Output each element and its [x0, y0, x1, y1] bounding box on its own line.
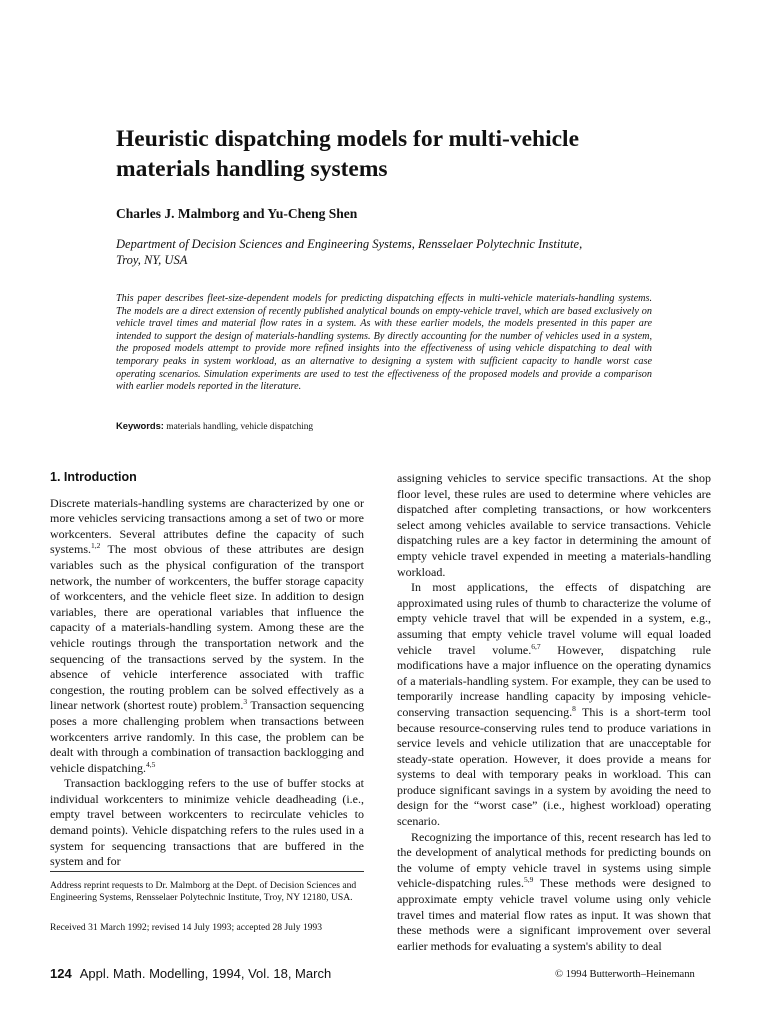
citation-ref: 8 — [572, 703, 576, 713]
left-column — [50, 470, 364, 870]
affiliation-line-2: Troy, NY, USA — [116, 253, 188, 267]
citation-ref: 3 — [243, 697, 248, 707]
intro-p4-text-a: In most applications, the effects of dispatching are approximated using rules of thumb to characterize the volume of empty vehicle travel that will be expended in a system, e.g., assuming that empty vehicle travel volume will equal loaded vehicle travel volume. — [397, 580, 711, 657]
citation-ref: 6,7 — [531, 641, 541, 651]
right-column — [397, 471, 711, 954]
keywords-list: materials handling, vehicle dispatching — [166, 422, 314, 432]
intro-p5-text-b: These methods were designed to approximate empty vehicle travel volume using only vehicle travel times and material flow rates as input. It was shown that these methods were a significant improvement over several earlier methods for evaluating a system's ability to deal — [397, 876, 712, 953]
citation-ref: 1,2 — [91, 541, 101, 551]
intro-p4-text-b: However, dispatching rule modifications have a major influence on the operating dynamics of a materials-handling system. For example, they can be used to temporarily increase handling capacity by imposing vehicle-conserving transaction sequencing. — [397, 642, 711, 719]
intro-p4-text-c: This is a short-term tool because resource-conserving rules tend to produce variations in service levels and vehicle utilization that are unacceptable for steady-state operation. However, it does provide a means for systems to deal with temporary peaks in workload. This can produce significant savings in a system by avoiding the need to design for the “worst case” (i.e., highest workload) operating scenario. — [397, 704, 712, 829]
title-line-1: Heuristic dispatching models for multi-vehicle — [116, 126, 580, 152]
affiliation — [116, 236, 676, 268]
intro-paragraph-4 — [397, 580, 711, 830]
paper-title — [116, 124, 676, 184]
intro-paragraph-5 — [397, 830, 711, 955]
author-list: Charles J. Malmborg and Yu-Cheng Shen — [116, 206, 358, 221]
page-number: 124 — [50, 966, 72, 981]
page-footer-journal — [50, 966, 331, 981]
intro-paragraph-1 — [50, 496, 364, 777]
keywords — [116, 420, 656, 432]
intro-p1-text-b: The most obvious of these attributes are design variables such as the physical configuration of the transport network, the number of workcenters, the buffer storage capacity of workcenters, and the vehicle fleet size. In addition to design variables, there are operational variables that influence the capacity of a materials-handling system. Among these are the vehicle routings through the transportation network and the sequencing of the transactions served by the system. In the absence of vehicle interference associated with traffic congestion, the routing problem can be solved effectively as a linear network (shortest route) problem. — [50, 542, 364, 713]
section-heading-introduction: 1. Introduction — [50, 470, 137, 484]
footnote-received-dates: Received 31 March 1992; revised 14 July 1993; accepted 28 July 1993 — [50, 922, 323, 933]
footnote-address: Address reprint requests to Dr. Malmborg at the Dept. of Decision Sciences and Engineering Systems, Rensselaer Polytechnic Institute, Troy, NY 12180, USA. — [50, 880, 357, 903]
citation-ref: 4,5 — [145, 759, 156, 769]
intro-p5-text-a: Recognizing the importance of this, recent research has led to the development of analytical methods for predicting bounds on the volume of empty vehicle travel in systems using simple vehicle-dispatching rules. — [397, 829, 711, 891]
intro-p1-text-c: Transaction sequencing poses a more challenging problem when transactions between workcenters arrive randomly. In this case, the problem can be dealt with through a combination of transaction backlogging and vehicle dispatching. — [50, 698, 364, 775]
intro-p1-text-a: Discrete materials-handling systems are characterized by one or more vehicles servicing transactions among a set of two or more workcenters. Several attributes define the capacity of such systems. — [50, 495, 364, 557]
affiliation-line-1: Department of Decision Sciences and Engineering Systems, Rensselaer Polytechnic Institute, — [116, 237, 583, 251]
journal-citation: Appl. Math. Modelling, 1994, Vol. 18, March — [79, 966, 332, 981]
intro-paragraph-3: assigning vehicles to service specific transactions. At the shop floor level, these rules are used to determine where vehicles are dispatched after completing transactions, or how workcenters select among vehicles available to service transactions. Vehicle dispatching rules are a key factor in determining the amount of empty vehicle travel expended in meeting a materials-handling workload. — [397, 471, 711, 579]
intro-paragraph-2: Transaction backlogging refers to the use of buffer stocks at individual workcenters to minimize vehicle deadheading (i.e., empty travel between workcenters to recirculate vehicles to demand points). Vehicle dispatching refers to the rules used in a system for sequencing transactions that are buffered in the system and for — [50, 776, 364, 869]
copyright-notice: © 1994 Butterworth–Heinemann — [555, 969, 695, 980]
title-line-2: materials handling systems — [116, 156, 388, 182]
abstract: This paper describes fleet-size-dependent models for predicting dispatching effects in multi-vehicle materials-handling systems. The models are a direct extension of recently published analytical bounds on empty-vehicle travel, which are based exclusively on vehicle travel times and material flow rates in a system. As with these earlier models, the models presented in this paper are intended to support the design of materials-handling systems. By directly accounting for the number of vehicles used in a system, the proposed models attempt to provide more refined insights into the effectiveness of using vehicle dispatching to deal with temporary peaks in system workload, as an alternative to designing a system with sufficient capacity to handle worst case operating scenarios. Simulation experiments are used to test the effectiveness of the proposed models and provide a comparison with earlier models reported in the literature. — [116, 293, 652, 393]
keywords-label: Keywords: — [116, 420, 164, 431]
citation-ref: 5,9 — [523, 875, 534, 885]
footnote-divider — [50, 871, 364, 872]
